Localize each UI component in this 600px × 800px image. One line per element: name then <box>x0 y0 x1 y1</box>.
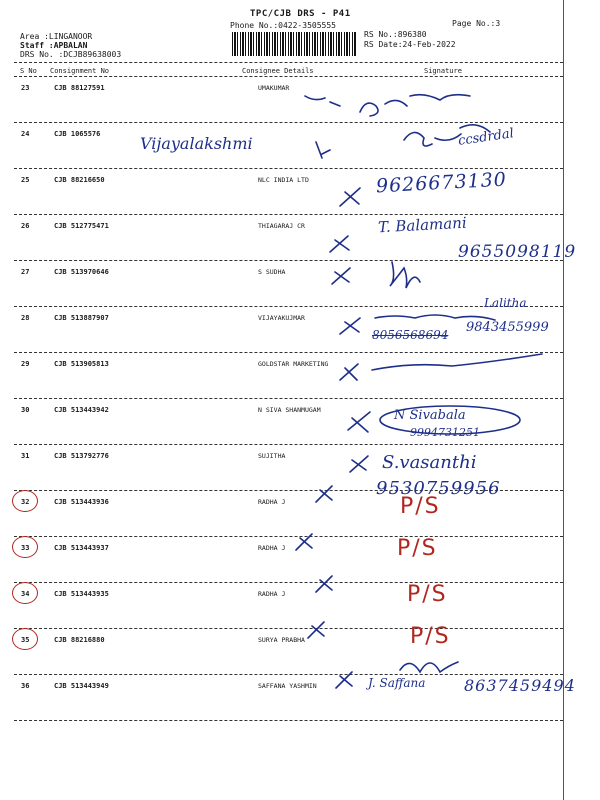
consignment-number: CJB 513970646 <box>54 268 109 276</box>
consignment-number: CJB 513443949 <box>54 682 109 690</box>
handwriting-phone-36: 8637459494 <box>464 676 576 695</box>
page-number: Page No.:3 <box>452 19 501 28</box>
handwriting-phone-28a: 9843455999 <box>466 320 549 335</box>
staff-label: Staff :APBALAN <box>20 41 88 50</box>
row-serial-number: 25 <box>21 176 30 184</box>
ps-mark-35: P/S <box>410 624 451 649</box>
row-serial-number: 29 <box>21 360 30 368</box>
handwriting-phone-31: 9530759956 <box>376 478 501 499</box>
consignee-name: THIAGARAJ CR <box>258 222 305 230</box>
ps-mark-33: P/S <box>397 536 438 561</box>
col-consignment: Consignment No <box>50 67 110 75</box>
consignment-number: CJB 513905813 <box>54 360 109 368</box>
row-serial-number: 28 <box>21 314 30 322</box>
handwriting-vijayalakshmi: Vijayalakshmi <box>140 134 253 153</box>
area-label: Area :LINGANOOR <box>20 32 93 41</box>
consignee-name: SURYA PRABHA <box>258 636 305 644</box>
row-serial-number: 33 <box>21 544 30 552</box>
consignment-number: CJB 513443937 <box>54 544 109 552</box>
row-serial-number: 36 <box>21 682 30 690</box>
rs-number: RS No.:896380 <box>364 30 427 39</box>
drs-number: DRS No. :DCJB89638003 <box>20 50 122 59</box>
consignee-name: N SIVA SHANMUGAM <box>258 406 321 414</box>
handwriting-balamani: T. Balamani <box>377 213 468 237</box>
consignee-name: RADHA J <box>258 544 286 552</box>
consignee-name: SUJITHA <box>258 452 286 460</box>
row-serial-number: 24 <box>21 130 30 138</box>
col-sno: S No <box>20 67 37 75</box>
consignment-number: CJB 513792776 <box>54 452 109 460</box>
consignment-number: CJB 88216650 <box>54 176 105 184</box>
col-consignee: Consignee Details <box>242 67 314 75</box>
consignment-number: CJB 512775471 <box>54 222 109 230</box>
consignment-number: CJB 88216880 <box>54 636 105 644</box>
handwriting-saffana: J. Saffana <box>368 676 426 690</box>
row-serial-number: 26 <box>21 222 30 230</box>
consignee-name: UMAKUMAR <box>258 84 290 92</box>
handwriting-phone-26: 9655098119 <box>458 242 577 262</box>
consignee-name: SAFFANA YASHMIN <box>258 682 317 690</box>
ps-mark-32: P/S <box>400 494 441 519</box>
row-serial-number: 23 <box>21 84 30 92</box>
handwriting-siva: N Sivabala <box>394 408 466 423</box>
row-serial-number: 31 <box>21 452 30 460</box>
consignee-name: GOLDSTAR MARKETING <box>258 360 329 368</box>
consignee-name: VIJAYAKUJMAR <box>258 314 305 322</box>
consignment-number: CJB 513887907 <box>54 314 109 322</box>
consignment-number: CJB 513443935 <box>54 590 109 598</box>
consignee-name: RADHA J <box>258 498 286 506</box>
handwriting-phone-30: 9994731251 <box>410 426 480 439</box>
row-serial-number: 32 <box>21 498 30 506</box>
row-serial-number: 34 <box>21 590 30 598</box>
handwriting-row24-extra: ccsdrdal <box>457 126 515 149</box>
consignment-number: CJB 513443942 <box>54 406 109 414</box>
col-signature: Signature <box>424 67 462 75</box>
ps-mark-34: P/S <box>407 582 448 607</box>
row-serial-number: 27 <box>21 268 30 276</box>
row-serial-number: 35 <box>21 636 30 644</box>
consignee-name: NLC INDIA LTD <box>258 176 309 184</box>
sheet-title: TPC/CJB DRS - P41 <box>250 9 351 19</box>
handwriting-lalitha: Lalitha <box>484 296 527 310</box>
consignment-number: CJB 88127591 <box>54 84 105 92</box>
consignee-name: S SUDHA <box>258 268 286 276</box>
handwriting-phone-25: 9626673130 <box>375 168 508 198</box>
consignment-number: CJB 513443936 <box>54 498 109 506</box>
consignment-number: CJB 1065576 <box>54 130 101 138</box>
rs-date: RS Date:24-Feb-2022 <box>364 40 456 49</box>
handwriting-phone-28b: 8056568694 <box>372 328 449 342</box>
handwriting-vasanthi: S.vasanthi <box>382 452 477 473</box>
consignee-name: RADHA J <box>258 590 286 598</box>
phone-number: Phone No.:0422-3505555 <box>230 21 336 30</box>
row-serial-number: 30 <box>21 406 30 414</box>
